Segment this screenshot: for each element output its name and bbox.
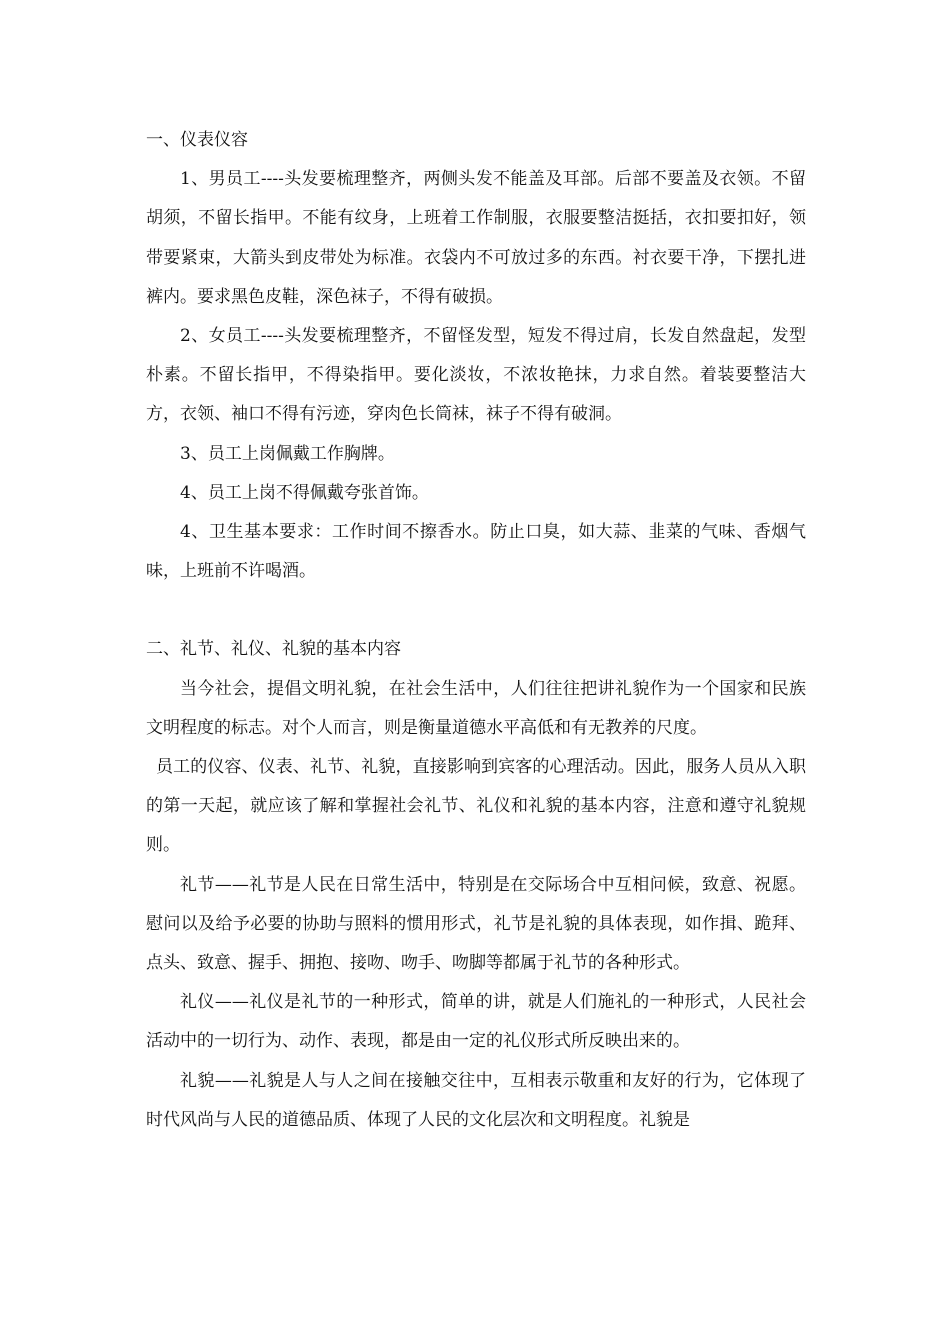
paragraph-male-staff: 1、男员工----头发要梳理整齐，两侧头发不能盖及耳部。后部不要盖及衣领。不留胡须，不留长指甲。不能有纹身，上班着工作制服，衣服要整洁挺括，衣扣要扣好，领带要紧束，大箭头到皮带处为标准。衣袋内不可放过多的东西。衬衣要干净，下摆扎进裤内。要求黑色皮鞋，深色袜子，不得有破损。 bbox=[146, 169, 806, 307]
paragraph-female-staff: 2、女员工----头发要梳理整齐，不留怪发型，短发不得过肩，长发自然盘起，发型朴素。不留长指甲，不得染指甲。要化淡妆，不浓妆艳抹，力求自然。着装要整洁大方，衣领、袖口不得有污迹，穿肉色长筒袜，袜子不得有破洞。 bbox=[146, 326, 806, 425]
paragraph-jewelry: 4、员工上岗不得佩戴夸张首饰。 bbox=[180, 482, 429, 503]
paragraph-ceremony-definition: 礼仪——礼仪是礼节的一种形式，简单的讲，就是人们施礼的一种形式，人民社会活动中的一切行为、动作、表现，都是由一定的礼仪形式所反映出来的。 bbox=[146, 992, 806, 1052]
section-heading-etiquette: 二、礼节、礼仪、礼貌的基本内容 bbox=[146, 639, 401, 660]
section-spacer bbox=[146, 591, 806, 630]
paragraph-hygiene: 4、卫生基本要求：工作时间不擦香水。防止口臭，如大蒜、韭菜的气味、香烟气味，上班前不许喝酒。 bbox=[146, 522, 806, 582]
document-body bbox=[146, 121, 806, 1140]
paragraph-politeness-definition: 礼貌——礼貌是人与人之间在接触交往中，互相表示敬重和友好的行为，它体现了时代风尚与人民的道德品质、体现了人民的文化层次和文明程度。礼貌是 bbox=[146, 1070, 806, 1130]
section-heading-appearance: 一、仪表仪容 bbox=[146, 130, 248, 150]
paragraph-courtesy-definition: 礼节——礼节是人民在日常生活中，特别是在交际场合中互相问候，致意、祝愿。慰问以及给予必要的协助与照料的惯用形式，礼节是礼貌的具体表现，如作揖、跪拜、点头、致意、握手、拥抱、接吻、吻手、吻脚等都属于礼节的各种形式。 bbox=[146, 874, 806, 974]
paragraph-society: 当今社会，提倡文明礼貌，在社会生活中，人们往往把讲礼貌作为一个国家和民族文明程度的标志。对个人而言，则是衡量道德水平高低和有无教养的尺度。 bbox=[146, 678, 806, 738]
paragraph-badge: 3、员工上岗佩戴工作胸牌。 bbox=[180, 443, 395, 464]
paragraph-staff-impact: 员工的仪容、仪表、礼节、礼貌，直接影响到宾客的心理活动。因此，服务人员从入职的第一天起，就应该了解和掌握社会礼节、礼仪和礼貌的基本内容，注意和遵守礼貌规则。 bbox=[146, 757, 806, 856]
